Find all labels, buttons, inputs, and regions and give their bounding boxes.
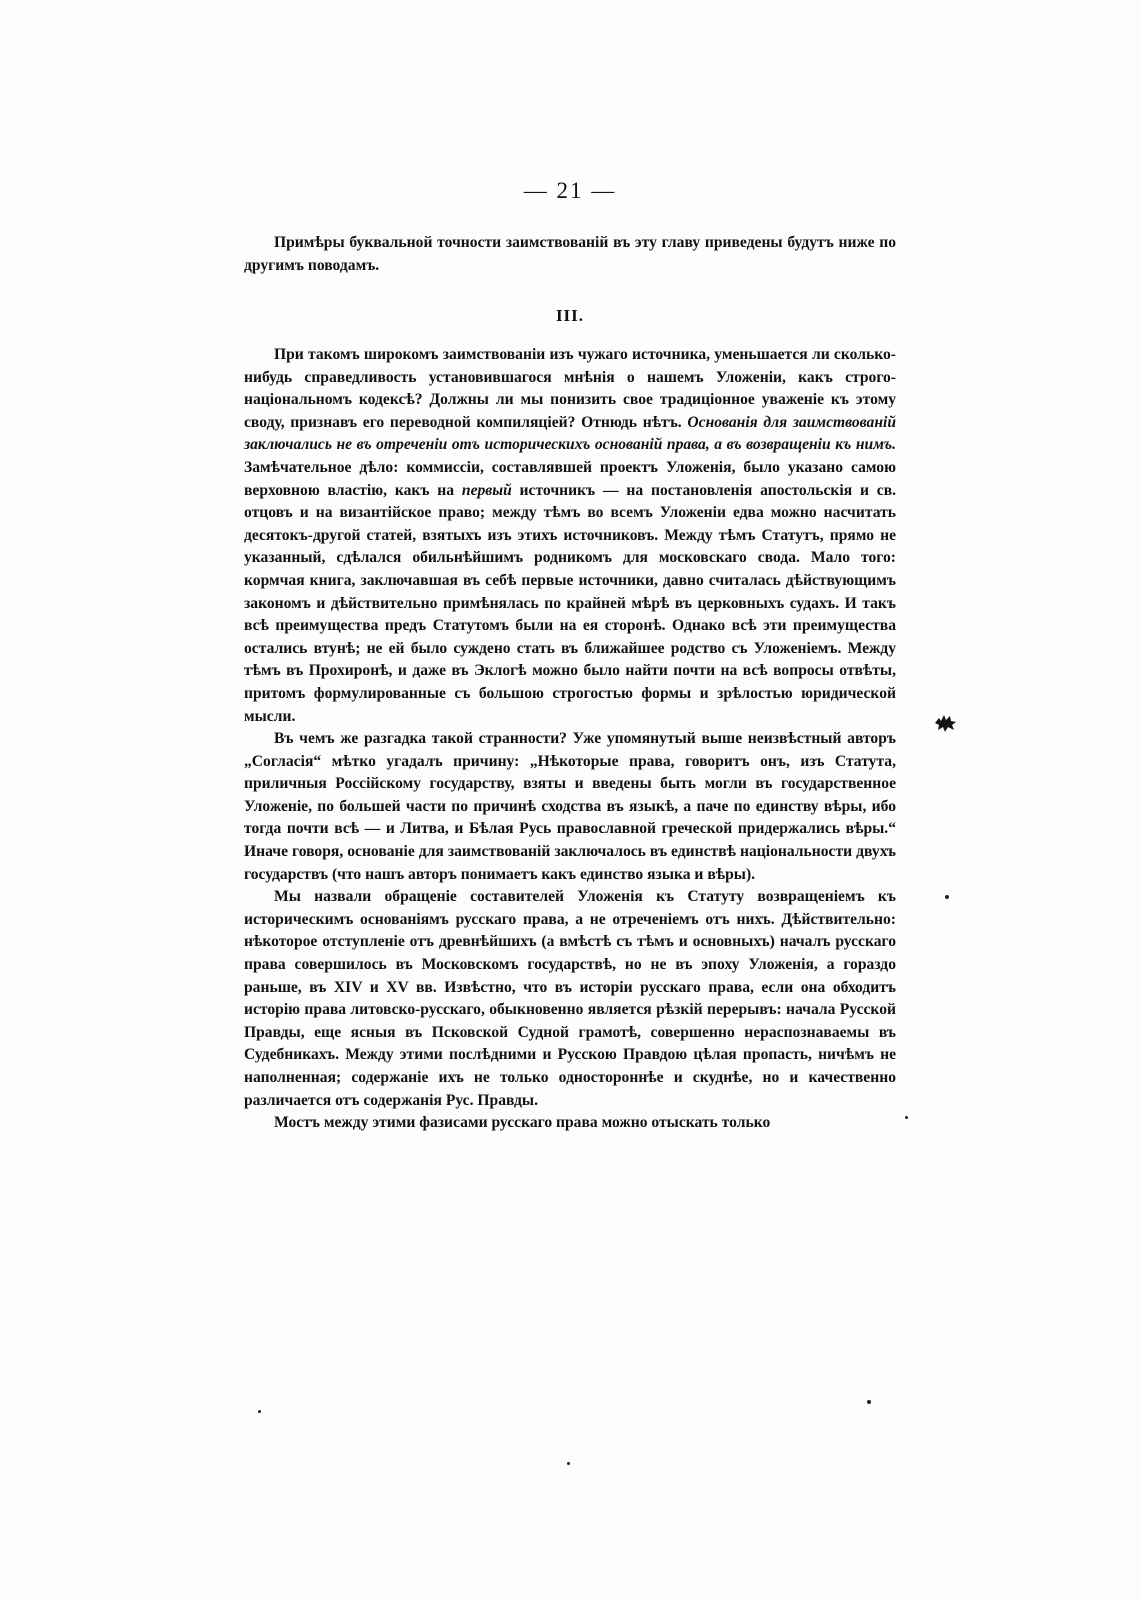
ink-blot-mark xyxy=(932,712,958,734)
page-number: — 21 — xyxy=(523,178,617,203)
paragraph-3: Мы назвали обращеніе составителей Уложенія къ Статуту возвращеніемъ къ историческимъ основаніямъ русскаго права, а не отреченіемъ отъ нихъ. Дѣйствительно: нѣкоторое отступленіе отъ древнѣйшихъ (а вмѣстѣ съ тѣмъ и основныхъ) началъ русскаго права совершилось въ Московскомъ государствѣ, но не въ эпоху Уложенія, а гораздо раньше, въ XIV и XV вв. Извѣстно, что въ исторіи русскаго права, если она обходитъ исторію права литовско-русскаго, обыкновенно является рѣзкій перерывъ: начала Русской Правды, еще ясныя въ Псковской Судной грамотѣ, совершенно нераспознаваемы въ Судебникахъ. Между этими послѣдними и Русскою Правдою цѣлая пропасть, ничѣмъ не наполненная; содержаніе ихъ не только одностороннѣе и скуднѣе, но и качественно различается отъ содержанія Рус. Правды. xyxy=(244,888,896,1109)
paragraph-1-part-a: При такомъ широкомъ заимствованіи изъ чужаго источника, уменьшается ли сколько-нибудь справедливость установившагося мнѣнія о нашемъ Уложеніи, какъ строго-національномъ кодексѣ? Должны ли мы понизить свое традиціонное уваженіе къ этому своду, признавъ его переводной компиляціей? Отнюдь нѣтъ. xyxy=(244,346,896,431)
ink-speck xyxy=(258,1410,261,1413)
intro-paragraph: Примѣры буквальной точности заимствованій въ эту главу приведены будутъ ниже по другимъ поводамъ. xyxy=(244,234,896,274)
ink-speck xyxy=(867,1400,871,1404)
section-heading: III. xyxy=(555,306,585,325)
paragraph-1-part-b: Замѣчательное дѣло: коммиссіи, составлявшей проектъ Уложенія, было указано самою верховною властію, какъ на xyxy=(244,458,896,499)
paragraph-1-italic: Основанія для заимствованій заключались не въ отреченіи отъ историческихъ основаній права, а въ возвращеніи къ нимъ. xyxy=(244,413,896,454)
ink-speck xyxy=(567,1462,570,1465)
ink-speck xyxy=(905,1116,908,1119)
ink-speck xyxy=(945,895,949,899)
paragraph-1-part-c: источникъ — на постановленія апостольскія и св. отцовъ и на византійское право; между тѣмъ во всемъ Уложеніи едва можно насчитать десятокъ-другой статей, взятыхъ изъ этихъ источниковъ. Между тѣмъ Статутъ, прямо не указанный, сдѣлался обильнѣйшимъ родникомъ для московскаго свода. Мало того: кормчая книга, заключавшая въ себѣ первые источники, давно считалась дѣйствующимъ закономъ и дѣйствительно примѣнялась по крайней мѣрѣ въ церковныхъ судахъ. И такъ всѣ преимущества предъ Статутомъ были на ея сторонѣ. Однако всѣ эти преимущества остались втунѣ; не ей было суждено стать въ ближайшее родство съ Уложеніемъ. Между тѣмъ въ Прохиронѣ, и даже въ Эклогѣ можно было найти почти на всѣ вопросы отвѣты, притомъ формулированные съ большою строгостью формы и зрѣлостью юридической мысли. xyxy=(244,481,897,725)
body-text xyxy=(244,344,896,1135)
intro-paragraph-block xyxy=(244,232,896,277)
paragraph-1-italic-2: первый xyxy=(461,481,512,499)
paragraph-1 xyxy=(244,344,896,728)
paragraph-4: Мостъ между этими фазисами русскаго права можно отыскать только xyxy=(274,1114,771,1132)
paragraph-2: Въ чемъ же разгадка такой странности? Уже упомянутый выше неизвѣстный авторъ „Согласія“ мѣтко угадалъ причину: „Нѣкоторые права, говоритъ онъ, изъ Статута, приличныя Россійскому государству, взяты и введены быть могли въ государственное Уложеніе, по большей части по причинѣ сходства въ языкѣ, а паче по единству вѣры, ибо тогда почти всѣ — и Литва, и Бѣлая Русь православной греческой придержались вѣры.“ Иначе говоря, основаніе для заимствованій заключалось въ единствѣ національности двухъ государствъ (что нашъ авторъ понимаетъ какъ единство языка и вѣры). xyxy=(244,730,896,883)
